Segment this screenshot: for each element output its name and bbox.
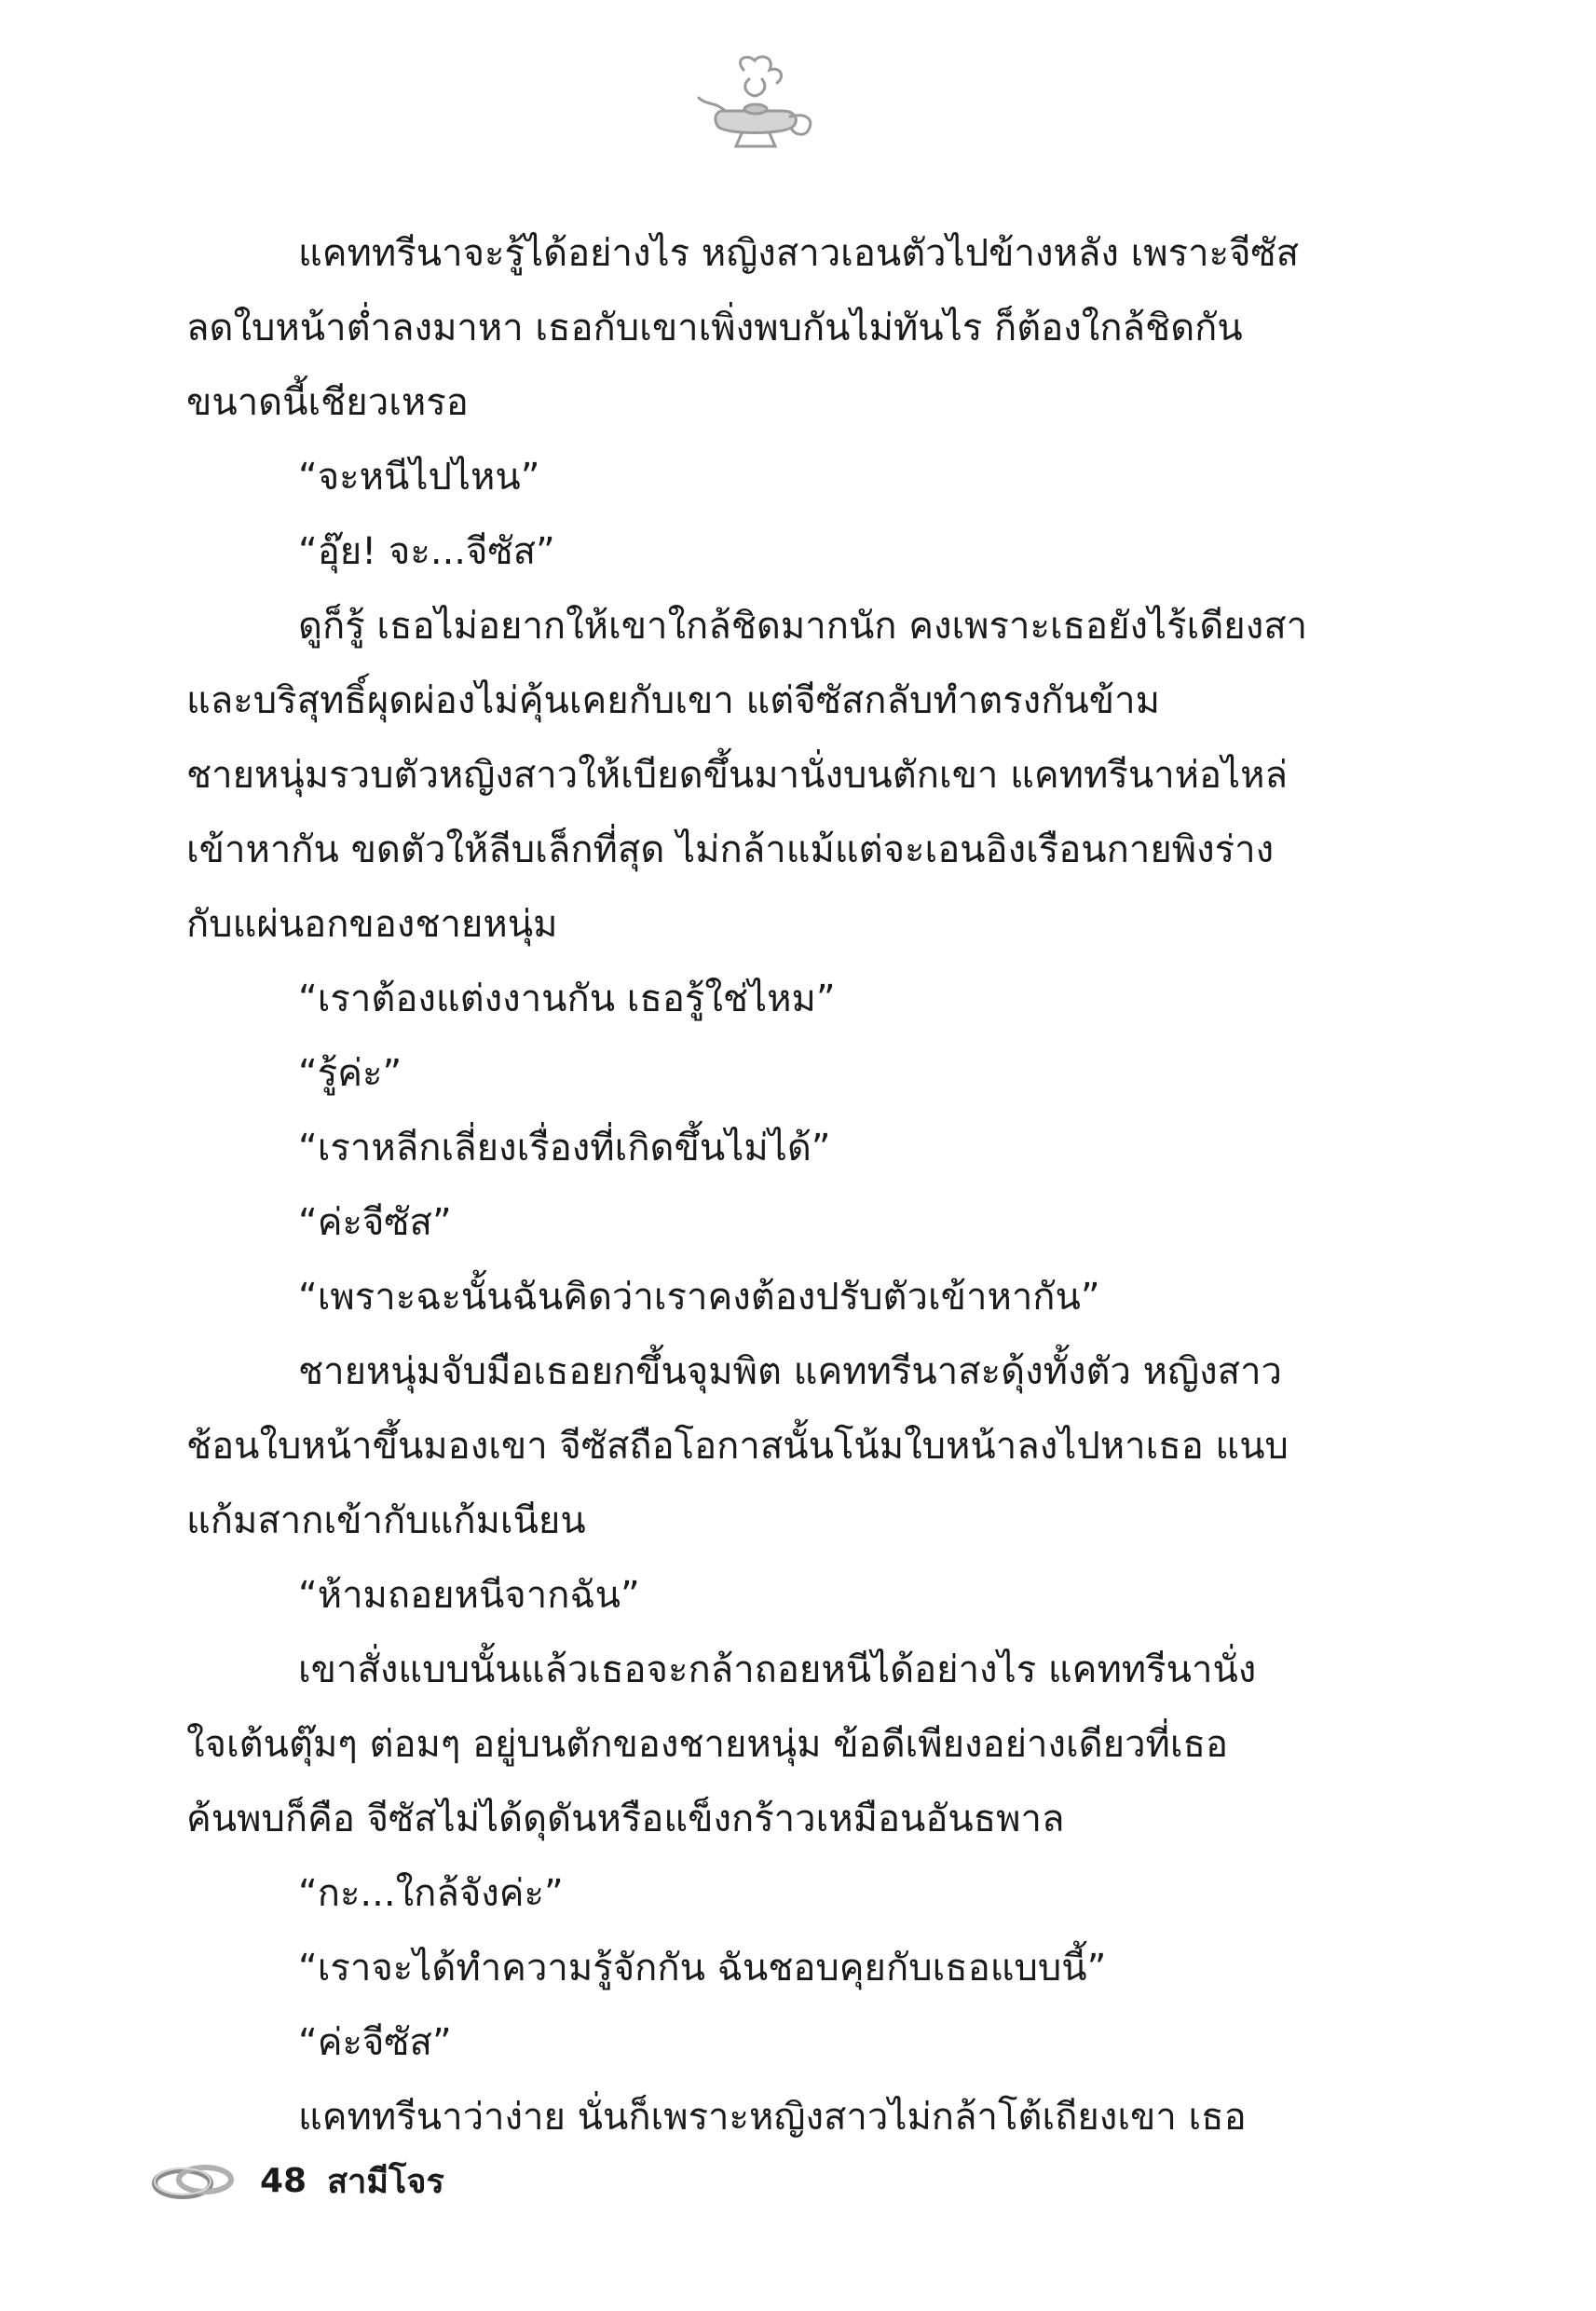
- text-line: “ค่ะจีซัส”: [298, 2021, 452, 2064]
- text-line: ลดใบหน้าต่ำลงมาหา เธอกับเขาเพิ่งพบกันไม่ทันไร ก็ต้องใกล้ชิดกัน: [186, 307, 1243, 349]
- text-line: ชายหนุ่มจับมือเธอยกขึ้นจุมพิต แคททรีนาสะดุ้งทั้งตัว หญิงสาว: [298, 1350, 1282, 1393]
- text-line: ช้อนใบหน้าขึ้นมองเขา จีซัสถือโอกาสนั้นโน้มใบหน้าลงไปหาเธอ แนบ: [186, 1425, 1289, 1468]
- text-line: ค้นพบก็คือ จีซัสไม่ได้ดุดันหรือแข็งกร้าวเหมือนอันธพาล: [186, 1798, 1065, 1840]
- text-line: “อุ๊ย! จะ...จีซัส”: [298, 530, 555, 573]
- wedding-rings-icon: [149, 2157, 238, 2204]
- text-line: “ห้ามถอยหนีจากฉัน”: [298, 1574, 640, 1617]
- text-line: ใจเต้นตุ๊มๆ ต่อมๆ อยู่บนตักของชายหนุ่ม ข้อดีเพียงอย่างเดียวที่เธอ: [186, 1723, 1229, 1766]
- text-line: แคททรีนาว่าง่าย นั่นก็เพราะหญิงสาวไม่กล้าโต้เถียงเขา เธอ: [298, 2096, 1247, 2139]
- text-line: ชายหนุ่มรวบตัวหญิงสาวให้เบียดขึ้นมานั่งบนตักเขา แคททรีนาห่อไหล่: [186, 754, 1289, 797]
- magic-lamp-icon: [689, 51, 820, 158]
- text-line: “รู้ค่ะ”: [298, 1052, 402, 1095]
- text-line: “ค่ะจีซัส”: [298, 1201, 452, 1244]
- text-line: “เราหลีกเลี่ยงเรื่องที่เกิดขึ้นไม่ได้”: [298, 1127, 831, 1169]
- text-line: แคททรีนาจะรู้ได้อย่างไร หญิงสาวเอนตัวไปข้างหลัง เพราะจีซัส: [298, 232, 1300, 275]
- text-line: เข้าหากัน ขดตัวให้ลีบเล็กที่สุด ไม่กล้าแม้แต่จะเอนอิงเรือนกายพิงร่าง: [186, 828, 1275, 871]
- text-line: “เราต้องแต่งงานกัน เธอรู้ใช่ไหม”: [298, 978, 836, 1020]
- text-line: “เราจะได้ทำความรู้จักกัน ฉันชอบคุยกับเธอแบบนี้”: [298, 1947, 1107, 1990]
- text-line: แก้มสากเข้ากับแก้มเนียน: [186, 1499, 586, 1542]
- text-line: เขาสั่งแบบนั้นแล้วเธอจะกล้าถอยหนีได้อย่างไร แคททรีนานั่ง: [298, 1648, 1257, 1691]
- text-line: “กะ...ใกล้จังค่ะ”: [298, 1872, 564, 1915]
- text-line: และบริสุทธิ์ผุดผ่องไม่คุ้นเคยกับเขา แต่จีซัสกลับทำตรงกันข้าม: [186, 679, 1160, 722]
- text-line: “เพราะฉะนั้นฉันคิดว่าเราคงต้องปรับตัวเข้าหากัน”: [298, 1276, 1100, 1319]
- book-title: สามีโจร: [327, 2162, 444, 2201]
- text-line: ดูก็รู้ เธอไม่อยากให้เขาใกล้ชิดมากนัก คงเพราะเธอยังไร้เดียงสา: [298, 605, 1308, 648]
- text-line: กับแผ่นอกของชายหนุ่ม: [186, 903, 558, 946]
- text-line: ขนาดนี้เชียวเหรอ: [186, 381, 469, 424]
- page-number: 48: [260, 2161, 307, 2200]
- text-line: “จะหนีไปไหน”: [298, 456, 540, 499]
- body-text: [186, 216, 1332, 2154]
- page-footer: [149, 2153, 444, 2208]
